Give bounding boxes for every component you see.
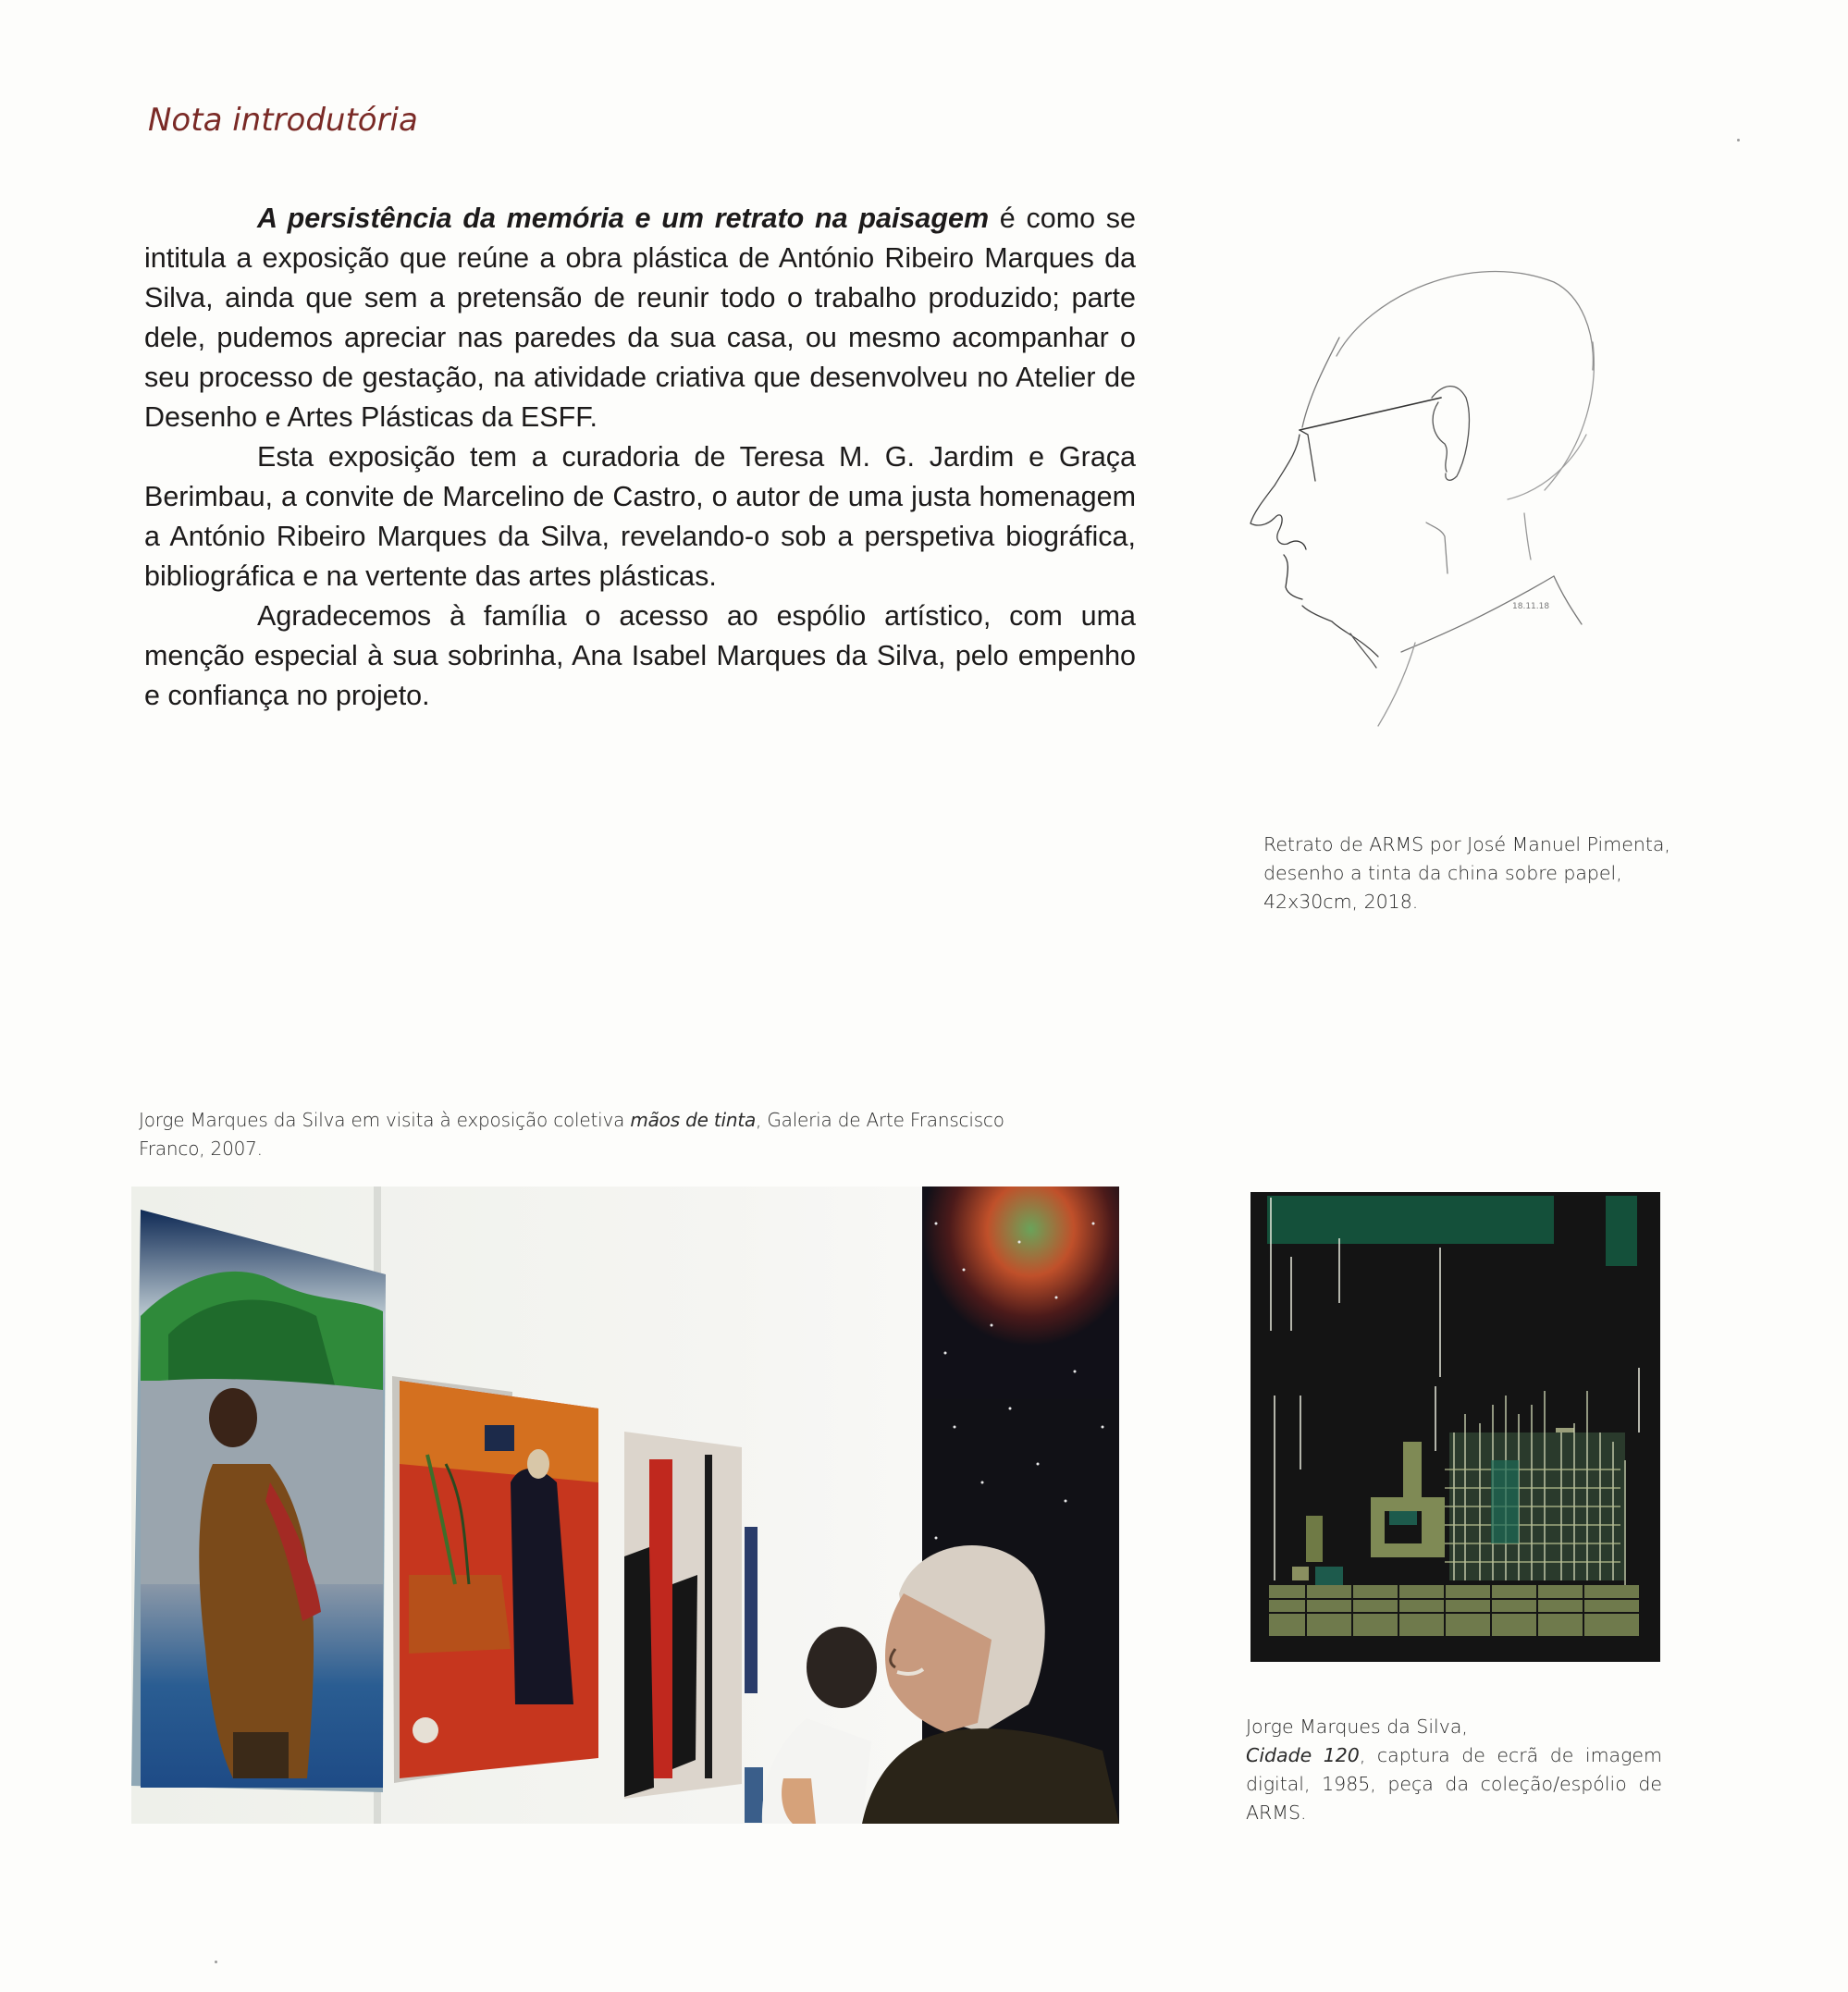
portrait-caption: Retrato de ARMS por José Manuel Pimenta, desenho a tinta da china sobre papel, 42x30cm, 2018. [1263, 833, 1670, 913]
exhibition-photo-caption [139, 1106, 1064, 1163]
intro-text [144, 199, 1136, 716]
exhibition-title: A persistência da memória e um retrato na paisagem [257, 203, 990, 234]
intro-paragraph-2: Esta exposição tem a curadoria de Teresa M. G. Jardim e Graça Berimbau, a convite de Marcelino de Castro, o autor de uma justa homenagem a António Ribeiro Marques da Silva, revelando-o sob a perspetiva biográfica, bibliográfica e na vertente das artes plásticas. [144, 441, 1136, 592]
scan-speck [215, 1961, 217, 1963]
intro-paragraph-1 [144, 199, 1136, 437]
digital-artwork-caption [1246, 1713, 1662, 1827]
digital-caption-details: , captura de ecrã de imagem digital, 1985, peça da coleção/espólio de ARMS. [1246, 1744, 1662, 1824]
digital-caption-title: Cidade 120 [1246, 1744, 1360, 1766]
digital-caption-author: Jorge Marques da Silva, [1246, 1715, 1468, 1738]
exhibition-photo [131, 1187, 1119, 1824]
scan-speck [1737, 139, 1740, 141]
section-title: Nota introdutória [148, 102, 418, 139]
intro-paragraph-3: Agradecemos à família o acesso ao espólio artístico, com uma menção especial à sua sobrinha, Ana Isabel Marques da Silva, pelo empenho e confiança no projeto. [144, 600, 1136, 711]
portrait-sketch [1230, 268, 1619, 749]
exhibition-caption-title: mãos de tinta [630, 1109, 757, 1131]
sketch-signature: 18.11.18 [1512, 602, 1550, 611]
exhibition-caption-prefix: Jorge Marques da Silva em visita à exposição coletiva [139, 1109, 631, 1131]
digital-artwork-image [1250, 1192, 1660, 1662]
exhibition-caption-suffix: , Galeria de Arte Franscisco Franco, 2007. [139, 1109, 1004, 1160]
intro-paragraph-1-text: é como se intitula a exposição que reúne a obra plástica de António Ribeiro Marques da Silva, ainda que sem a pretensão de reunir todo o trabalho produzido; parte dele, pudemos apreciar nas paredes da sua casa, ou mesmo acompanhar o seu processo de gestação, na atividade criativa que desenvolveu no Atelier de Desenho e Artes Plásticas da ESFF. [144, 203, 1136, 433]
